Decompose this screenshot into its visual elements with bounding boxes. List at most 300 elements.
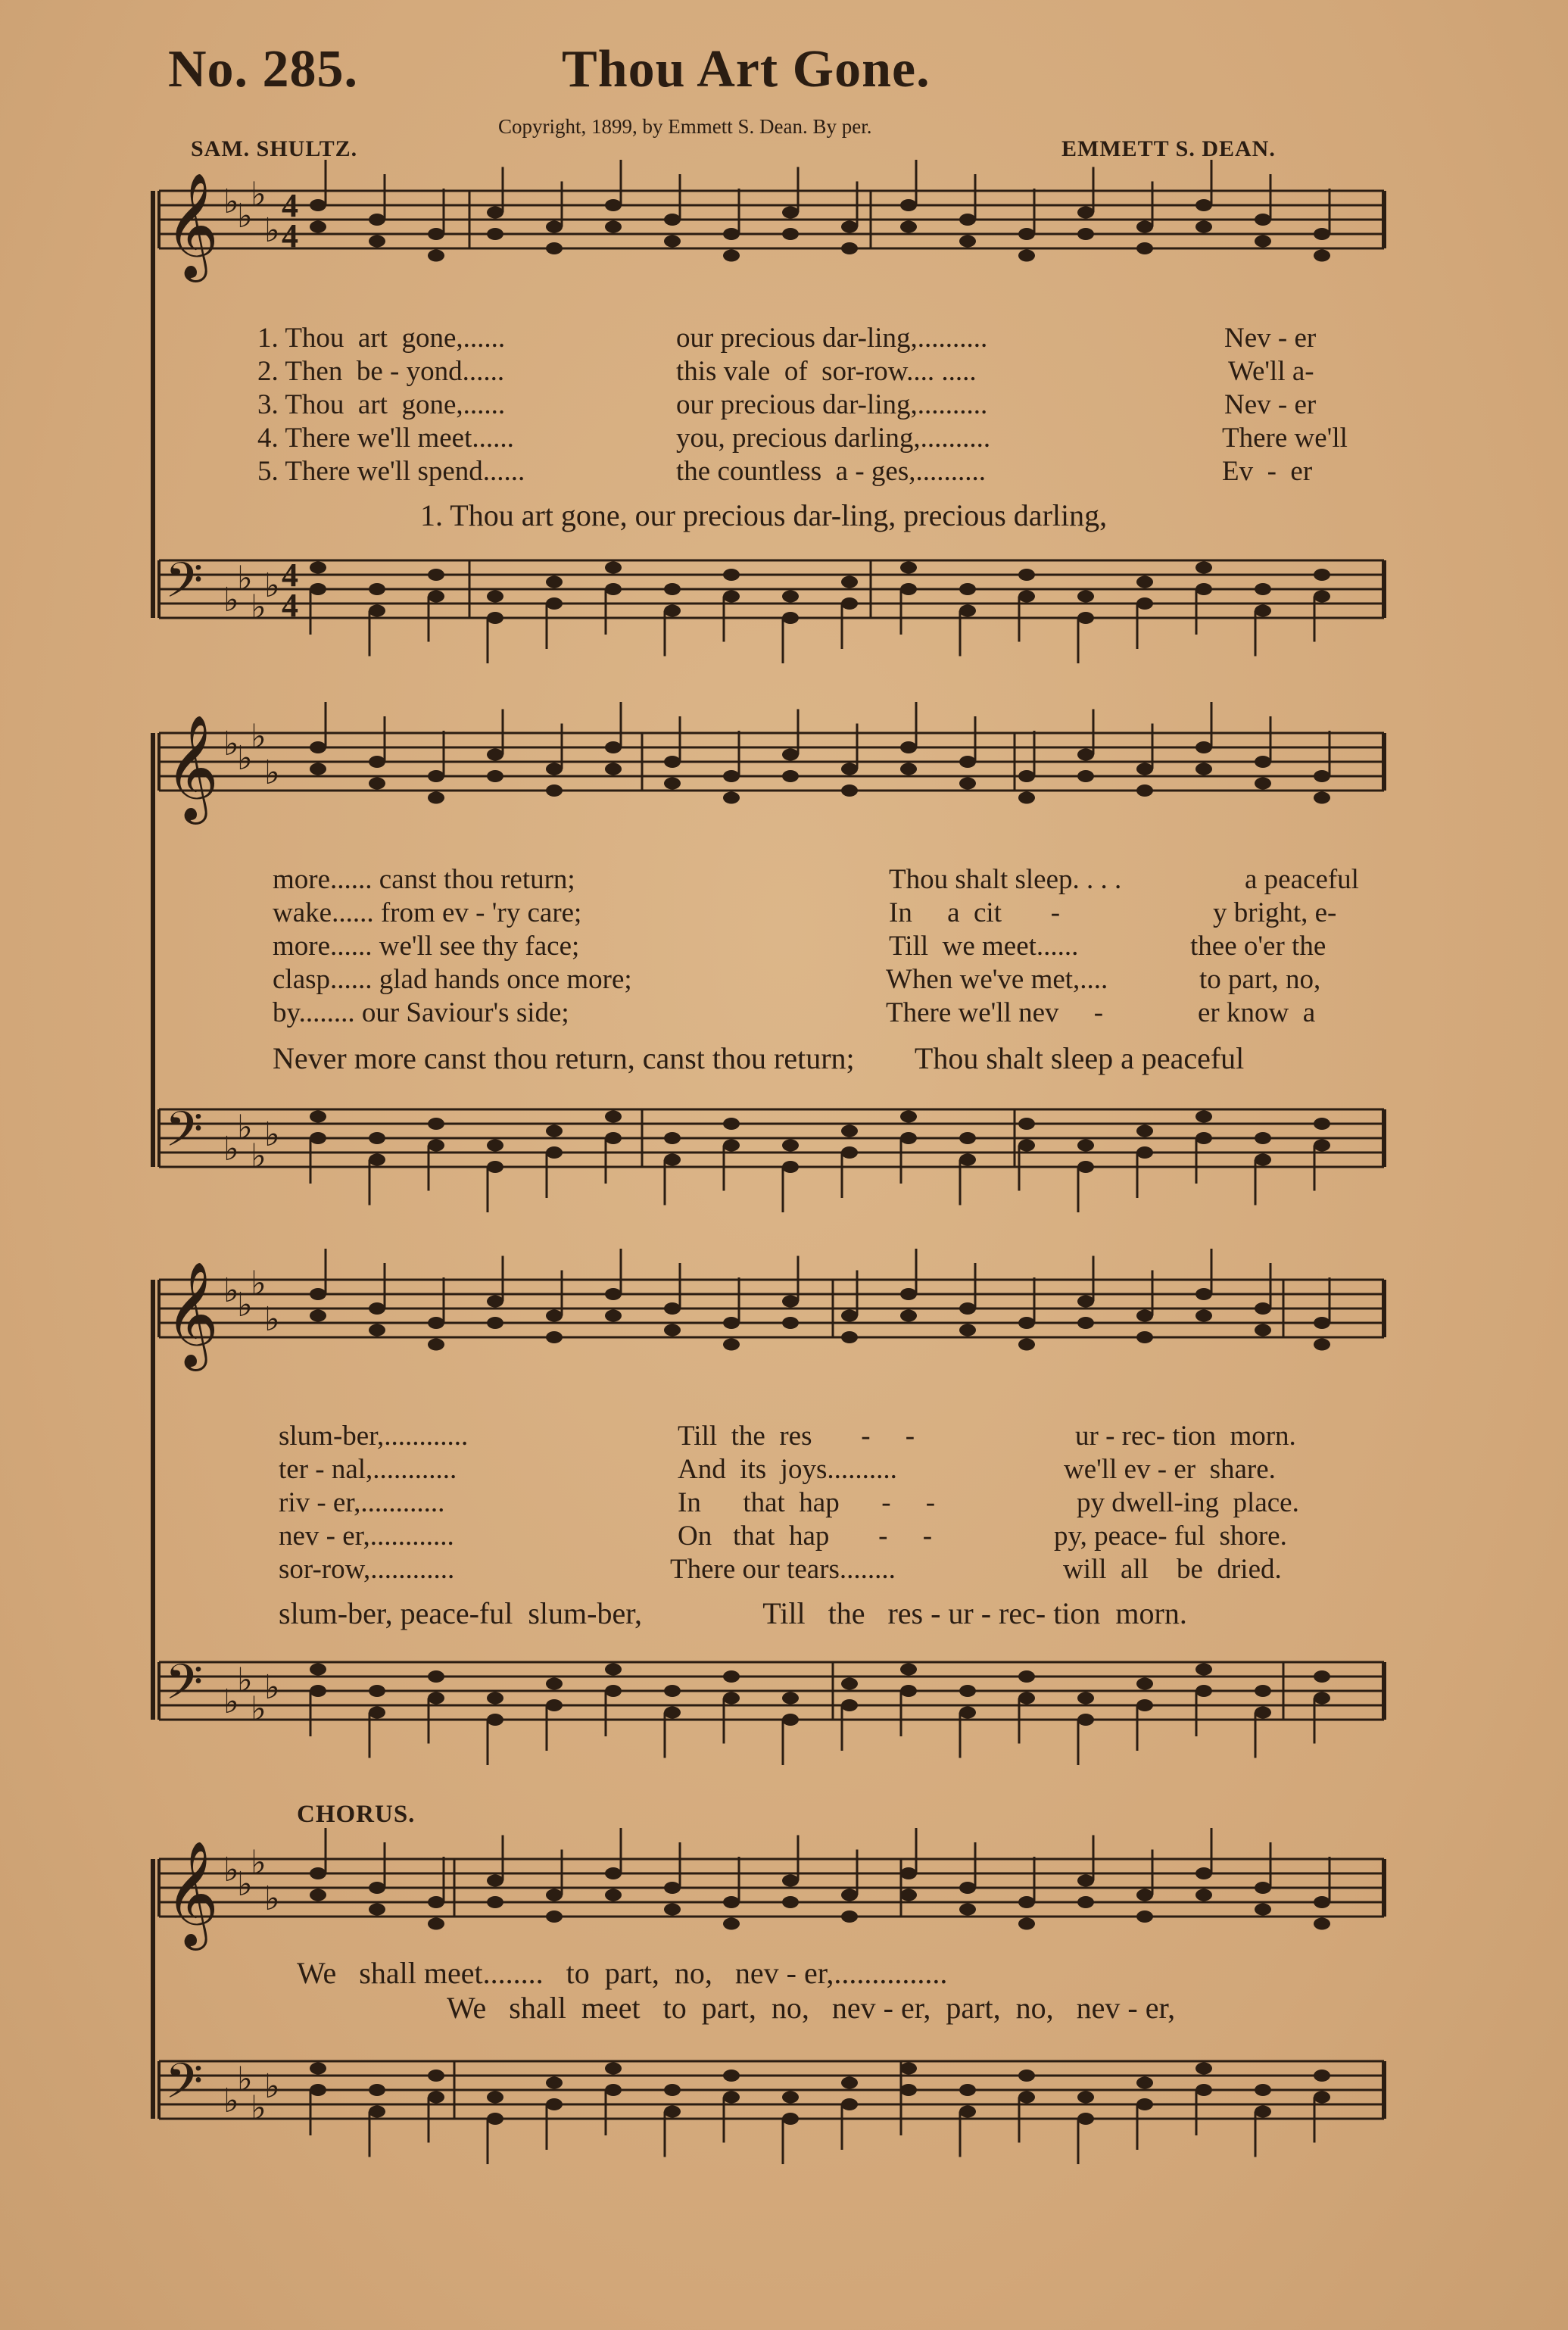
note-head xyxy=(1018,591,1035,603)
note-head xyxy=(664,1154,681,1166)
note-head xyxy=(428,1140,444,1152)
note-head xyxy=(959,1882,976,1894)
note-head xyxy=(546,1910,563,1923)
note-head xyxy=(1314,228,1330,240)
note-head xyxy=(723,1896,740,1908)
note-head xyxy=(841,1910,858,1923)
hymn-title: Thou Art Gone. xyxy=(562,40,931,98)
verse-2-line-e: In a cit - xyxy=(889,897,1061,928)
note-head xyxy=(841,1889,858,1901)
note-head xyxy=(1195,221,1212,233)
note-head xyxy=(664,2106,681,2118)
note-head xyxy=(841,2098,858,2110)
note-head xyxy=(428,569,444,581)
note-head xyxy=(546,1678,563,1690)
time-signature-bottom: 4 xyxy=(282,217,298,254)
note-head xyxy=(959,2084,976,2096)
verse-3-line-a: 3. Thou art gone,...... xyxy=(257,389,506,420)
note-head xyxy=(841,1310,858,1322)
note-head xyxy=(1077,770,1094,782)
note-head xyxy=(546,597,563,610)
verse-5-line-c: Ev - er xyxy=(1222,456,1313,487)
note-head xyxy=(1255,583,1271,595)
verse-2-line-h: And its joys.......... xyxy=(678,1454,897,1485)
note-head xyxy=(959,778,976,790)
note-head xyxy=(1018,1118,1035,1130)
note-head xyxy=(428,1692,444,1705)
note-head xyxy=(664,756,681,768)
note-head xyxy=(605,1685,622,1697)
note-head xyxy=(782,770,799,782)
verse-1-line-g: slum-ber,............ xyxy=(279,1421,469,1452)
note-head xyxy=(369,778,385,790)
note-head xyxy=(723,1918,740,1930)
refrain-line-2: Never more canst thou return, canst thou return; Thou shalt sleep a peaceful xyxy=(273,1041,1245,1075)
time-signature-top: 4 xyxy=(282,187,298,224)
note-head xyxy=(664,1324,681,1337)
verse-5-line-b: the countless a - ges,.......... xyxy=(676,456,986,487)
copyright-line: Copyright, 1899, by Emmett S. Dean. By per. xyxy=(498,115,872,138)
note-head xyxy=(428,792,444,804)
refrain-line-3: slum-ber, peace-ful slum-ber, Till the res - ur - rec- tion morn. xyxy=(279,1596,1187,1630)
note-head xyxy=(1018,250,1035,262)
note-head xyxy=(310,1132,326,1144)
note-head xyxy=(782,591,799,603)
verse-1-line-c: Nev - er xyxy=(1224,323,1317,354)
note-head xyxy=(1195,1111,1212,1123)
chorus-line-1: We shall meet........ to part, no, nev - er,............... xyxy=(297,1956,948,1990)
note-head xyxy=(1018,1896,1035,1908)
note-head xyxy=(1255,1882,1271,1894)
note-head xyxy=(605,562,622,574)
note-head xyxy=(1077,2113,1094,2125)
note-head xyxy=(959,1904,976,1916)
note-head xyxy=(546,1889,563,1901)
note-head xyxy=(428,1317,444,1329)
note-head xyxy=(546,1699,563,1711)
note-head xyxy=(1314,2091,1330,2104)
note-head xyxy=(428,2091,444,2104)
note-head xyxy=(841,1146,858,1159)
note-head xyxy=(310,221,326,233)
note-head xyxy=(1136,1125,1153,1137)
verse-4-line-d: clasp...... glad hands once more; xyxy=(273,964,632,995)
note-head xyxy=(310,199,326,211)
flat-sign: ♭ xyxy=(223,1683,239,1721)
note-head xyxy=(369,2084,385,2096)
note-head xyxy=(1018,770,1035,782)
note-head xyxy=(664,2084,681,2096)
note-head xyxy=(546,242,563,254)
note-head xyxy=(723,591,740,603)
flat-sign: ♭ xyxy=(264,1879,280,1918)
flat-sign: ♭ xyxy=(237,1661,253,1700)
note-head xyxy=(546,763,563,775)
note-head xyxy=(546,1331,563,1343)
note-head xyxy=(1018,228,1035,240)
note-head xyxy=(369,756,385,768)
note-head xyxy=(782,1875,799,1887)
note-head xyxy=(723,770,740,782)
note-head xyxy=(1314,1339,1330,1351)
flat-sign: ♭ xyxy=(237,2060,253,2099)
note-head xyxy=(1077,1692,1094,1705)
note-head xyxy=(664,235,681,248)
note-head xyxy=(664,1132,681,1144)
note-head xyxy=(605,583,622,595)
verse-2-line-g: ter - nal,............ xyxy=(279,1454,457,1485)
note-head xyxy=(605,2063,622,2075)
note-head xyxy=(841,242,858,254)
flat-sign: ♭ xyxy=(237,197,253,235)
note-head xyxy=(1077,1296,1094,1308)
note-head xyxy=(1136,1331,1153,1343)
note-head xyxy=(1018,2070,1035,2082)
note-head xyxy=(782,2113,799,2125)
note-head xyxy=(1314,250,1330,262)
note-head xyxy=(428,1896,444,1908)
note-head xyxy=(900,1889,917,1901)
note-head xyxy=(900,1685,917,1697)
note-head xyxy=(546,1146,563,1159)
note-head xyxy=(959,1707,976,1719)
note-head xyxy=(1077,1317,1094,1329)
note-head xyxy=(1077,1714,1094,1726)
flat-sign: ♭ xyxy=(251,1137,267,1176)
note-head xyxy=(900,763,917,775)
note-head xyxy=(605,1664,622,1676)
note-head xyxy=(487,1875,503,1887)
note-head xyxy=(782,207,799,219)
verse-5-line-d: by........ our Saviour's side; xyxy=(273,997,569,1028)
note-head xyxy=(1136,763,1153,775)
flat-sign: ♭ xyxy=(237,1865,253,1904)
note-head xyxy=(1255,2106,1271,2118)
note-head xyxy=(369,605,385,617)
note-head xyxy=(1314,569,1330,581)
flat-sign: ♭ xyxy=(223,1851,239,1889)
note-head xyxy=(1136,597,1153,610)
note-head xyxy=(428,2070,444,2082)
note-head xyxy=(487,1896,503,1908)
note-head xyxy=(487,2091,503,2104)
note-head xyxy=(723,569,740,581)
note-head xyxy=(841,1699,858,1711)
note-head xyxy=(1314,1118,1330,1130)
verse-4-line-c: There we'll xyxy=(1222,423,1348,454)
note-head xyxy=(487,591,503,603)
note-head xyxy=(546,784,563,797)
note-head xyxy=(428,1118,444,1130)
note-head xyxy=(1195,562,1212,574)
verse-4-line-e: When we've met,.... xyxy=(886,964,1108,995)
note-head xyxy=(1195,1288,1212,1300)
note-head xyxy=(605,1132,622,1144)
bass-clef: 𝄢 xyxy=(165,2054,204,2122)
note-head xyxy=(1195,2063,1212,2075)
note-head xyxy=(1195,1664,1212,1676)
note-head xyxy=(605,199,622,211)
note-head xyxy=(369,214,385,226)
note-head xyxy=(369,583,385,595)
note-head xyxy=(1077,749,1094,761)
note-head xyxy=(782,1161,799,1173)
note-head xyxy=(487,1161,503,1173)
note-head xyxy=(782,1896,799,1908)
verse-3-line-e: Till we meet...... xyxy=(889,931,1079,962)
note-head xyxy=(723,1118,740,1130)
note-head xyxy=(959,1324,976,1337)
note-head xyxy=(841,1678,858,1690)
note-head xyxy=(900,199,917,211)
note-head xyxy=(487,207,503,219)
author-credit: SAM. SHULTZ. xyxy=(191,136,358,161)
note-head xyxy=(1195,199,1212,211)
note-head xyxy=(782,1714,799,1726)
note-head xyxy=(723,250,740,262)
note-head xyxy=(959,214,976,226)
note-head xyxy=(959,1154,976,1166)
note-head xyxy=(369,1882,385,1894)
note-head xyxy=(487,1714,503,1726)
note-head xyxy=(1136,221,1153,233)
flat-sign: ♭ xyxy=(251,2088,267,2128)
verse-2-line-f: y bright, e- xyxy=(1213,897,1337,928)
bass-clef: 𝄢 xyxy=(165,1102,204,1170)
note-head xyxy=(841,2077,858,2089)
note-head xyxy=(605,2084,622,2096)
note-head xyxy=(487,1296,503,1308)
note-head xyxy=(1018,569,1035,581)
note-head xyxy=(369,1324,385,1337)
note-head xyxy=(1314,1896,1330,1908)
note-head xyxy=(782,1692,799,1705)
note-head xyxy=(782,1140,799,1152)
flat-sign: ♭ xyxy=(264,566,280,605)
note-head xyxy=(546,1310,563,1322)
note-head xyxy=(310,763,326,775)
note-head xyxy=(1018,2091,1035,2104)
refrain-line-1: 1. Thou art gone, our precious dar-ling, precious darling, xyxy=(420,498,1108,532)
note-head xyxy=(1255,1132,1271,1144)
verse-1-line-e: Thou shalt sleep. . . . xyxy=(889,864,1122,895)
flat-sign: ♭ xyxy=(264,753,280,792)
note-head xyxy=(310,1111,326,1123)
note-head xyxy=(959,1302,976,1315)
note-head xyxy=(1195,763,1212,775)
verse-1-line-b: our precious dar-ling,.......... xyxy=(676,323,988,354)
note-head xyxy=(369,1154,385,1166)
note-head xyxy=(310,1685,326,1697)
note-head xyxy=(1077,612,1094,624)
verse-1-line-f: a peaceful xyxy=(1245,864,1359,895)
time-signature-top: 4 xyxy=(282,557,298,594)
note-head xyxy=(782,1317,799,1329)
flat-sign: ♭ xyxy=(223,581,239,619)
note-head xyxy=(1314,1670,1330,1683)
verse-4-line-h: On that hap - - xyxy=(678,1521,933,1552)
verse-3-line-h: In that hap - - xyxy=(678,1487,936,1518)
note-head xyxy=(1255,1685,1271,1697)
note-head xyxy=(723,1339,740,1351)
note-head xyxy=(1195,2084,1212,2096)
note-head xyxy=(1255,605,1271,617)
note-head xyxy=(1018,1670,1035,1683)
note-head xyxy=(841,597,858,610)
note-head xyxy=(546,1125,563,1137)
note-head xyxy=(900,562,917,574)
treble-clef: 𝄞 xyxy=(165,173,219,278)
note-head xyxy=(1136,1146,1153,1159)
note-head xyxy=(1136,784,1153,797)
note-head xyxy=(369,1904,385,1916)
note-head xyxy=(1077,591,1094,603)
time-signature-bottom: 4 xyxy=(282,587,298,624)
note-head xyxy=(900,1111,917,1123)
verse-1-line-i: ur - rec- tion morn. xyxy=(1075,1421,1296,1452)
verse-3-line-g: riv - er,............ xyxy=(279,1487,445,1518)
note-head xyxy=(841,784,858,797)
note-head xyxy=(1314,1317,1330,1329)
note-head xyxy=(605,221,622,233)
note-head xyxy=(605,1111,622,1123)
note-head xyxy=(841,763,858,775)
note-head xyxy=(1077,1161,1094,1173)
treble-clef: 𝄞 xyxy=(165,1841,219,1946)
note-head xyxy=(310,1664,326,1676)
note-head xyxy=(1195,1867,1212,1879)
note-head xyxy=(723,1692,740,1705)
note-head xyxy=(310,2063,326,2075)
note-head xyxy=(959,235,976,248)
note-head xyxy=(487,1317,503,1329)
treble-clef: 𝄞 xyxy=(165,1262,219,1367)
note-head xyxy=(1255,2084,1271,2096)
note-head xyxy=(487,1140,503,1152)
verse-3-line-b: our precious dar-ling,.......... xyxy=(676,389,988,420)
note-head xyxy=(959,1685,976,1697)
note-head xyxy=(1136,2077,1153,2089)
note-head xyxy=(310,562,326,574)
flat-sign: ♭ xyxy=(223,2082,239,2120)
note-head xyxy=(310,1867,326,1879)
note-head xyxy=(487,228,503,240)
note-head xyxy=(1195,1310,1212,1322)
note-head xyxy=(369,235,385,248)
hymn-number: No. 285. xyxy=(168,40,359,98)
note-head xyxy=(1314,2070,1330,2082)
note-head xyxy=(1195,583,1212,595)
note-head xyxy=(1255,756,1271,768)
flat-sign: ♭ xyxy=(251,1689,267,1729)
note-head xyxy=(959,605,976,617)
note-head xyxy=(900,741,917,753)
note-head xyxy=(959,1132,976,1144)
verse-2-line-a: 2. Then be - yond...... xyxy=(257,356,505,387)
note-head xyxy=(428,1670,444,1683)
note-head xyxy=(310,2084,326,2096)
flat-sign: ♭ xyxy=(237,1108,253,1147)
note-head xyxy=(1136,1310,1153,1322)
note-head xyxy=(1195,1685,1212,1697)
note-head xyxy=(664,1882,681,1894)
note-head xyxy=(723,1670,740,1683)
note-head xyxy=(310,741,326,753)
verse-2-line-d: wake...... from ev - 'ry care; xyxy=(273,897,582,928)
note-head xyxy=(1255,214,1271,226)
verse-1-line-h: Till the res - - xyxy=(678,1421,915,1452)
verse-3-line-f: thee o'er the xyxy=(1190,931,1326,962)
note-head xyxy=(1077,1896,1094,1908)
verse-2-line-b: this vale of sor-row.... ..... xyxy=(676,356,977,387)
note-head xyxy=(959,756,976,768)
note-head xyxy=(664,778,681,790)
note-head xyxy=(664,1904,681,1916)
note-head xyxy=(1255,1324,1271,1337)
note-head xyxy=(841,1331,858,1343)
verse-5-line-g: sor-row,............ xyxy=(279,1554,455,1585)
note-head xyxy=(782,1296,799,1308)
note-head xyxy=(1314,591,1330,603)
flat-sign: ♭ xyxy=(237,559,253,598)
note-head xyxy=(1136,1678,1153,1690)
note-head xyxy=(723,228,740,240)
note-head xyxy=(1136,2098,1153,2110)
note-head xyxy=(1314,792,1330,804)
note-head xyxy=(310,1889,326,1901)
verse-5-line-f: er know a xyxy=(1198,997,1316,1028)
verse-5-line-h: There our tears........ xyxy=(670,1554,896,1585)
note-head xyxy=(1018,1140,1035,1152)
note-head xyxy=(1314,1692,1330,1705)
verse-2-line-i: we'll ev - er share. xyxy=(1064,1454,1276,1485)
verse-4-line-g: nev - er,............ xyxy=(279,1521,454,1552)
flat-sign: ♭ xyxy=(251,717,267,756)
note-head xyxy=(487,770,503,782)
note-head xyxy=(723,2070,740,2082)
verse-5-line-i: will all be dried. xyxy=(1063,1554,1282,1585)
flat-sign: ♭ xyxy=(264,1668,280,1707)
note-head xyxy=(664,1707,681,1719)
note-head xyxy=(841,576,858,588)
note-head xyxy=(1136,242,1153,254)
note-head xyxy=(310,583,326,595)
note-head xyxy=(1077,1875,1094,1887)
note-head xyxy=(1077,228,1094,240)
note-head xyxy=(841,221,858,233)
note-head xyxy=(900,221,917,233)
note-head xyxy=(605,1288,622,1300)
verse-4-line-i: py, peace- ful shore. xyxy=(1054,1521,1287,1552)
note-head xyxy=(664,605,681,617)
flat-sign: ♭ xyxy=(237,1286,253,1324)
note-head xyxy=(369,1707,385,1719)
flat-sign: ♭ xyxy=(264,2067,280,2106)
note-head xyxy=(1255,778,1271,790)
note-head xyxy=(1314,1140,1330,1152)
bass-clef: 𝄢 xyxy=(165,1655,204,1723)
verse-4-line-b: you, precious darling,.......... xyxy=(676,423,991,454)
note-head xyxy=(959,2106,976,2118)
note-head xyxy=(664,214,681,226)
note-head xyxy=(723,792,740,804)
note-head xyxy=(310,1288,326,1300)
treble-clef: 𝄞 xyxy=(165,715,219,820)
note-head xyxy=(1136,576,1153,588)
chorus-line-2: We shall meet to part, no, nev - er, part, no, nev - er, xyxy=(447,1991,1176,2025)
note-head xyxy=(428,591,444,603)
note-head xyxy=(428,1918,444,1930)
